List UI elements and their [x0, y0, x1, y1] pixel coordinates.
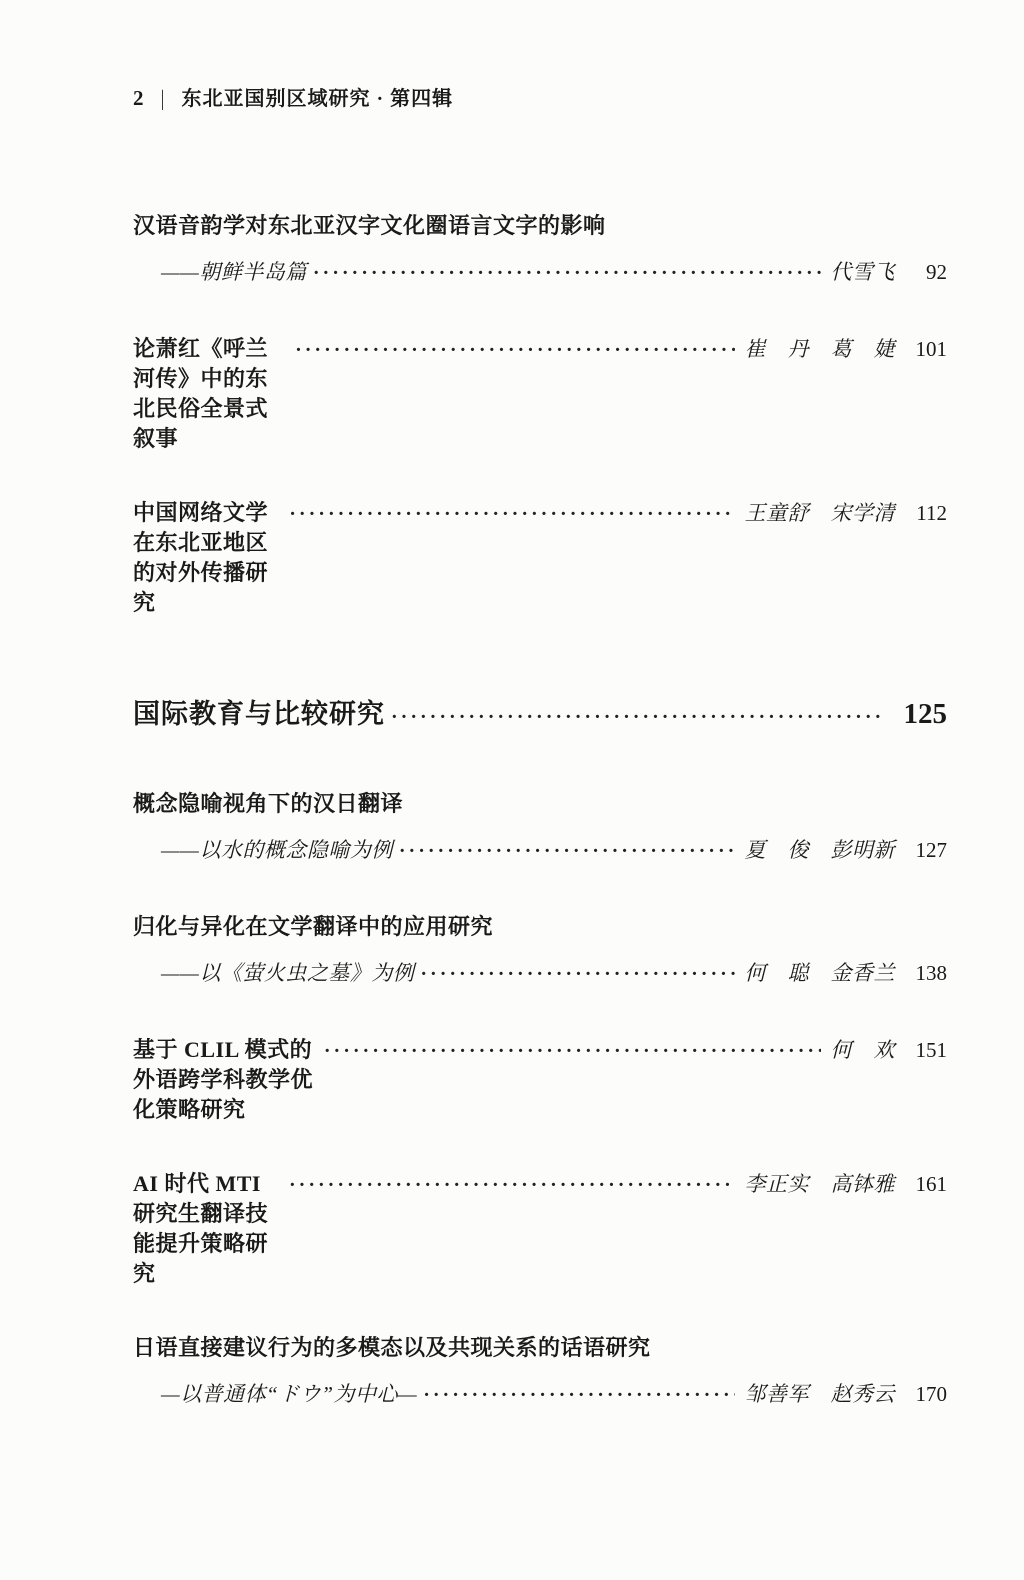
toc-entry-title: 概念隐喻视角下的汉日翻译: [133, 791, 404, 816]
toc-section-page-number: 125: [903, 698, 947, 730]
toc-entry[interactable]: [133, 789, 947, 868]
toc-entry-page-number: 138: [915, 961, 947, 985]
dot-leader: [423, 1380, 734, 1412]
toc-entry-page-number: 101: [915, 337, 947, 361]
dot-leader: [295, 335, 734, 367]
toc-entry-authors: 夏 俊 彭明新: [744, 838, 895, 862]
toc-entry-title: 日语直接建议行为的多模态以及共现关系的话语研究: [133, 1335, 651, 1360]
toc-entry-authors: 王童舒 宋学清: [744, 501, 895, 525]
toc-entry[interactable]: [133, 1169, 947, 1289]
running-head: [133, 82, 947, 111]
table-of-contents: [133, 211, 947, 1412]
dot-leader: [313, 258, 821, 290]
dot-leader: [324, 1036, 821, 1068]
toc-entry[interactable]: [133, 334, 947, 454]
toc-section-title: 国际教育与比较研究: [133, 699, 385, 729]
toc-entry-title: 基于 CLIL 模式的外语跨学科教学优化策略研究: [133, 1037, 314, 1122]
toc-entry-page-number: 112: [916, 501, 947, 525]
toc-entry-subtitle: —以普通体“ドウ”为中心—: [161, 1382, 418, 1406]
page-content: [133, 82, 947, 1412]
toc-entry-title: 中国网络文学在东北亚地区的对外传播研究: [133, 500, 269, 615]
toc-entry-authors: 崔 丹 葛 婕: [744, 337, 895, 361]
toc-entry-subtitle: ——以水的概念隐喻为例: [161, 838, 393, 862]
dot-leader: [420, 959, 734, 991]
toc-entry-authors: 李正实 高钵雅: [744, 1172, 895, 1196]
toc-entry-page-number: 151: [915, 1038, 947, 1062]
toc-entry[interactable]: [133, 211, 947, 290]
toc-entry-subtitle: ——朝鲜半岛篇: [161, 260, 307, 284]
toc-entry[interactable]: [133, 498, 947, 618]
toc-entry-page-number: 127: [915, 838, 947, 862]
toc-entry[interactable]: [133, 1035, 947, 1125]
toc-entry-title: 归化与异化在文学翻译中的应用研究: [133, 914, 494, 939]
toc-entry[interactable]: [133, 1333, 947, 1412]
toc-entry[interactable]: [133, 912, 947, 991]
toc-entry-title: AI 时代 MTI 研究生翻译技能提升策略研究: [133, 1171, 269, 1286]
toc-entry-authors: 邹善军 赵秀云: [744, 1382, 895, 1406]
toc-section-heading[interactable]: [133, 694, 947, 739]
toc-entry-page-number: 92: [926, 260, 947, 284]
dot-leader: [289, 1170, 735, 1202]
dot-leader: [391, 697, 881, 739]
toc-entry-title: 汉语音韵学对东北亚汉字文化圈语言文字的影响: [133, 213, 606, 238]
toc-entry-authors: 何 聪 金香兰: [744, 961, 895, 985]
dot-leader: [289, 499, 734, 531]
toc-entry-authors: 何 欢: [830, 1038, 895, 1062]
dot-leader: [399, 836, 735, 868]
toc-entry-page-number: 161: [915, 1172, 947, 1196]
page-folio: 2: [133, 86, 145, 110]
toc-entry-subtitle: ——以《萤火虫之墓》为例: [161, 961, 415, 985]
toc-entry-title: 论萧红《呼兰河传》中的东北民俗全景式叙事: [133, 336, 269, 451]
toc-entry-authors: 代雪飞: [830, 260, 895, 284]
toc-entry-page-number: 170: [915, 1382, 947, 1406]
book-title: 东北亚国别区域研究 · 第四辑: [181, 88, 454, 110]
running-head-separator: |: [160, 86, 166, 112]
